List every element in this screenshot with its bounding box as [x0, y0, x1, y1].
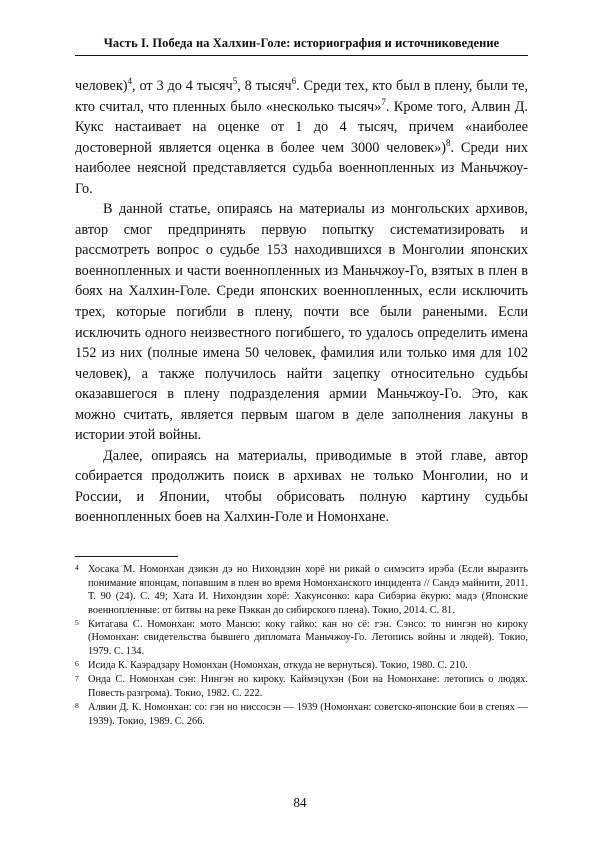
- footnote-text: Онда С. Номонхан сэн: Нингэн но кироку. Каймэцухэн (Бои на Номонхане: летопись о людях. Повесть разгрома). Токио, 1982. С. 222.: [88, 674, 528, 699]
- body-text-run: , 8 тысяч: [237, 78, 292, 94]
- footnote-item: [75, 659, 528, 673]
- footnote-reference[interactable]: 4: [127, 76, 133, 87]
- body-text-run: В данной статье, опираясь на материалы из монгольских архивов, автор смог предпринять первую попытку систематизировать и рассмотреть вопрос о судьбе 153 находившихся в Монголии японских военнопленных и части военнопленных из Маньчжоу-Го, взятых в плен в боях на Халхин-Голе. Среди японских военнопленных, если исключить трех, которые погибли в плену, почти все были ранеными. Если исключить одного неизвестного погибшего, то удалось определить имена 152 из них (полные имена 50 человек, фамилия или только имя для 102 человек), а также получилось найти зацепку относительно судьбы оказавшегося в плену подразделения армии Маньчжоу-Го. Это, как можно считать, является первым шагом в деле заполнения лакуны в истории этой войны.: [75, 201, 528, 444]
- body-text-run: , от 3 до 4 тысяч: [132, 78, 233, 94]
- footnote-item: [75, 673, 528, 700]
- body-text-run: . Кроме того, Алвин Д. Кукс настаивает на оценке от 1 до 4 тысяч, причем «наиболее достоверной является оценка в более чем 3000 человек»): [75, 98, 528, 156]
- body-text-run: Далее, опираясь на материалы, приводимые в этой главе, автор собирается продолжить поиск в архивах не только Монголии, но и России, и Японии, чтобы обрисовать полную картину судьбы военнопленных боев на Халхин-Голе и Номонхане.: [75, 447, 528, 526]
- footnote-reference[interactable]: 6: [291, 76, 297, 87]
- page-folio: [0, 795, 600, 811]
- running-head-rule: [75, 55, 528, 56]
- body-paragraph: [75, 446, 528, 528]
- footnote-reference[interactable]: 7: [381, 96, 386, 107]
- footnote-text: Исида К. Каэрадзару Номонхан (Номонхан, откуда не вернуться). Токио, 1980. С. 210.: [88, 660, 468, 672]
- body-paragraph: [75, 199, 528, 446]
- footnote-list: [75, 563, 528, 728]
- body-text-run: человек): [75, 78, 128, 94]
- footnote-reference[interactable]: 8: [445, 137, 451, 148]
- footnote-separator-rule: [75, 556, 178, 557]
- body-text-run: . Среди тех, кто был в плену, были те, кто считал, что пленных было «несколько тысяч»: [75, 78, 529, 115]
- footnote-marker: 5: [75, 618, 79, 628]
- footnote-text: Хосака М. Номонхан дзикэн дэ но Нихондзин хорё ни рикай о симэситэ ирэба (Если выразить понимание японцам, попавшим в плен во время Номонханского инцидента // Сандэ майнити, 2011. Т. 90 (24). С. 49; Хата И. Нихондзин хорё: Хакунсонко: кара Сибэриа ёкурю: мадэ (Японские военнопленные: от битвы на реке Пэккан до сибирского плена). Токио, 2014. С. 81.: [88, 564, 528, 616]
- footnote-reference[interactable]: 5: [232, 76, 238, 87]
- footnote-item: [75, 618, 528, 659]
- footnote-item: [75, 701, 528, 728]
- footnote-block: [75, 556, 528, 729]
- body-text-column: [75, 76, 528, 528]
- footnote-item: [75, 563, 528, 617]
- running-head-title: Часть I. Победа на Халхин-Голе: историография и источниковедение: [103, 36, 500, 50]
- footnote-marker: 4: [75, 563, 79, 573]
- footnote-text: Алвин Д. К. Номонхан: со: гэн но ниссосэн — 1939 (Номонхан: советско-японские бои в степях — 1939). Токио, 1989. С. 266.: [88, 701, 528, 727]
- footnote-marker: 7: [75, 673, 79, 683]
- footnote-marker: 6: [75, 659, 79, 669]
- body-text-run: . Среди них наиболее неясной представляется судьба военнопленных из Маньчжоу-Го.: [75, 139, 528, 197]
- page-number: 84: [293, 795, 307, 810]
- footnote-text: Китагава С. Номонхан: мото Мансю: коку гайко: кан но сё: гэн. Сэнсо: то нингэн но кироку (Номонхан: свидетельства бывшего дипломата Маньчжоу-Го. Летопись войны и людей). Токио, 1979. С. 134.: [88, 618, 528, 658]
- body-paragraph: [75, 76, 528, 199]
- running-head: [75, 36, 528, 56]
- footnote-marker: 8: [75, 701, 79, 711]
